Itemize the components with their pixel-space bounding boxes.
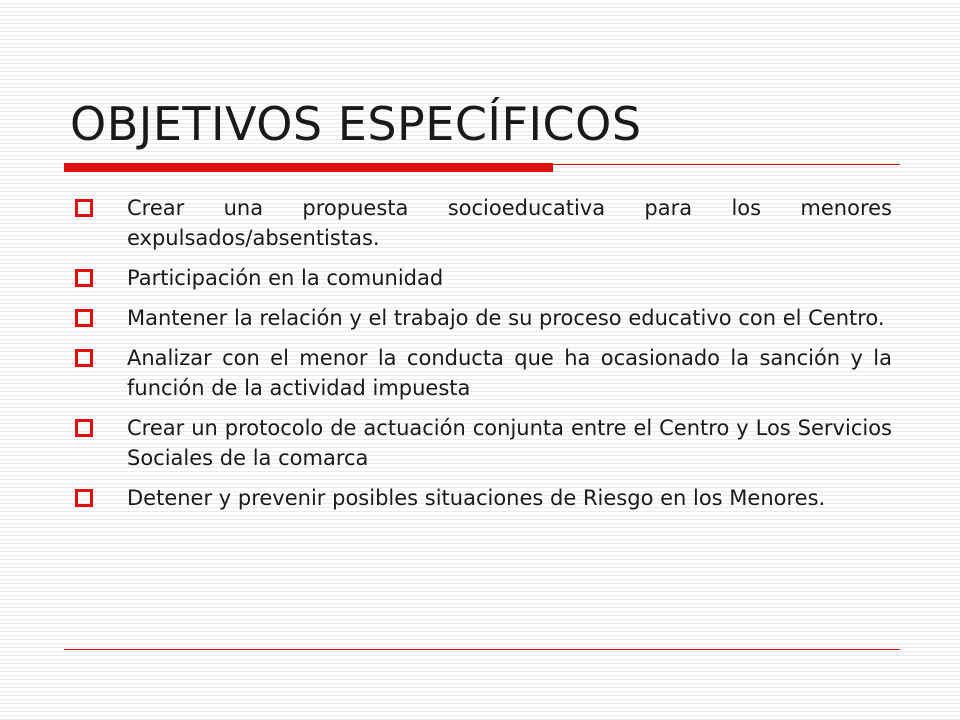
hollow-square-icon xyxy=(75,269,93,287)
bullet-text: Analizar con el menor la conducta que ha ocasionado la sanción y la función de la actividad impuesta xyxy=(127,346,892,400)
list-item xyxy=(70,193,892,253)
list-item xyxy=(70,303,892,333)
slide-title: OBJETIVOS ESPECÍFICOS xyxy=(70,97,642,151)
list-item xyxy=(70,263,892,293)
hollow-square-icon xyxy=(75,199,93,217)
bullet-text: Crear un protocolo de actuación conjunta entre el Centro y Los Servicios Sociales de la comarca xyxy=(127,416,892,470)
footer-divider xyxy=(64,649,900,650)
bullet-text: Participación en la comunidad xyxy=(127,266,444,290)
title-accent-bar xyxy=(64,163,553,172)
bullet-list xyxy=(70,193,892,523)
hollow-square-icon xyxy=(75,349,93,367)
hollow-square-icon xyxy=(75,309,93,327)
title-underline xyxy=(553,164,900,165)
list-item xyxy=(70,483,892,513)
hollow-square-icon xyxy=(75,419,93,437)
list-item xyxy=(70,413,892,473)
hollow-square-icon xyxy=(75,489,93,507)
bullet-text: Crear una propuesta socioeducativa para los menores expulsados/absentistas. xyxy=(127,196,892,250)
list-item xyxy=(70,343,892,403)
bullet-text: Mantener la relación y el trabajo de su proceso educativo con el Centro. xyxy=(127,306,885,330)
bullet-text: Detener y prevenir posibles situaciones de Riesgo en los Menores. xyxy=(127,486,826,510)
